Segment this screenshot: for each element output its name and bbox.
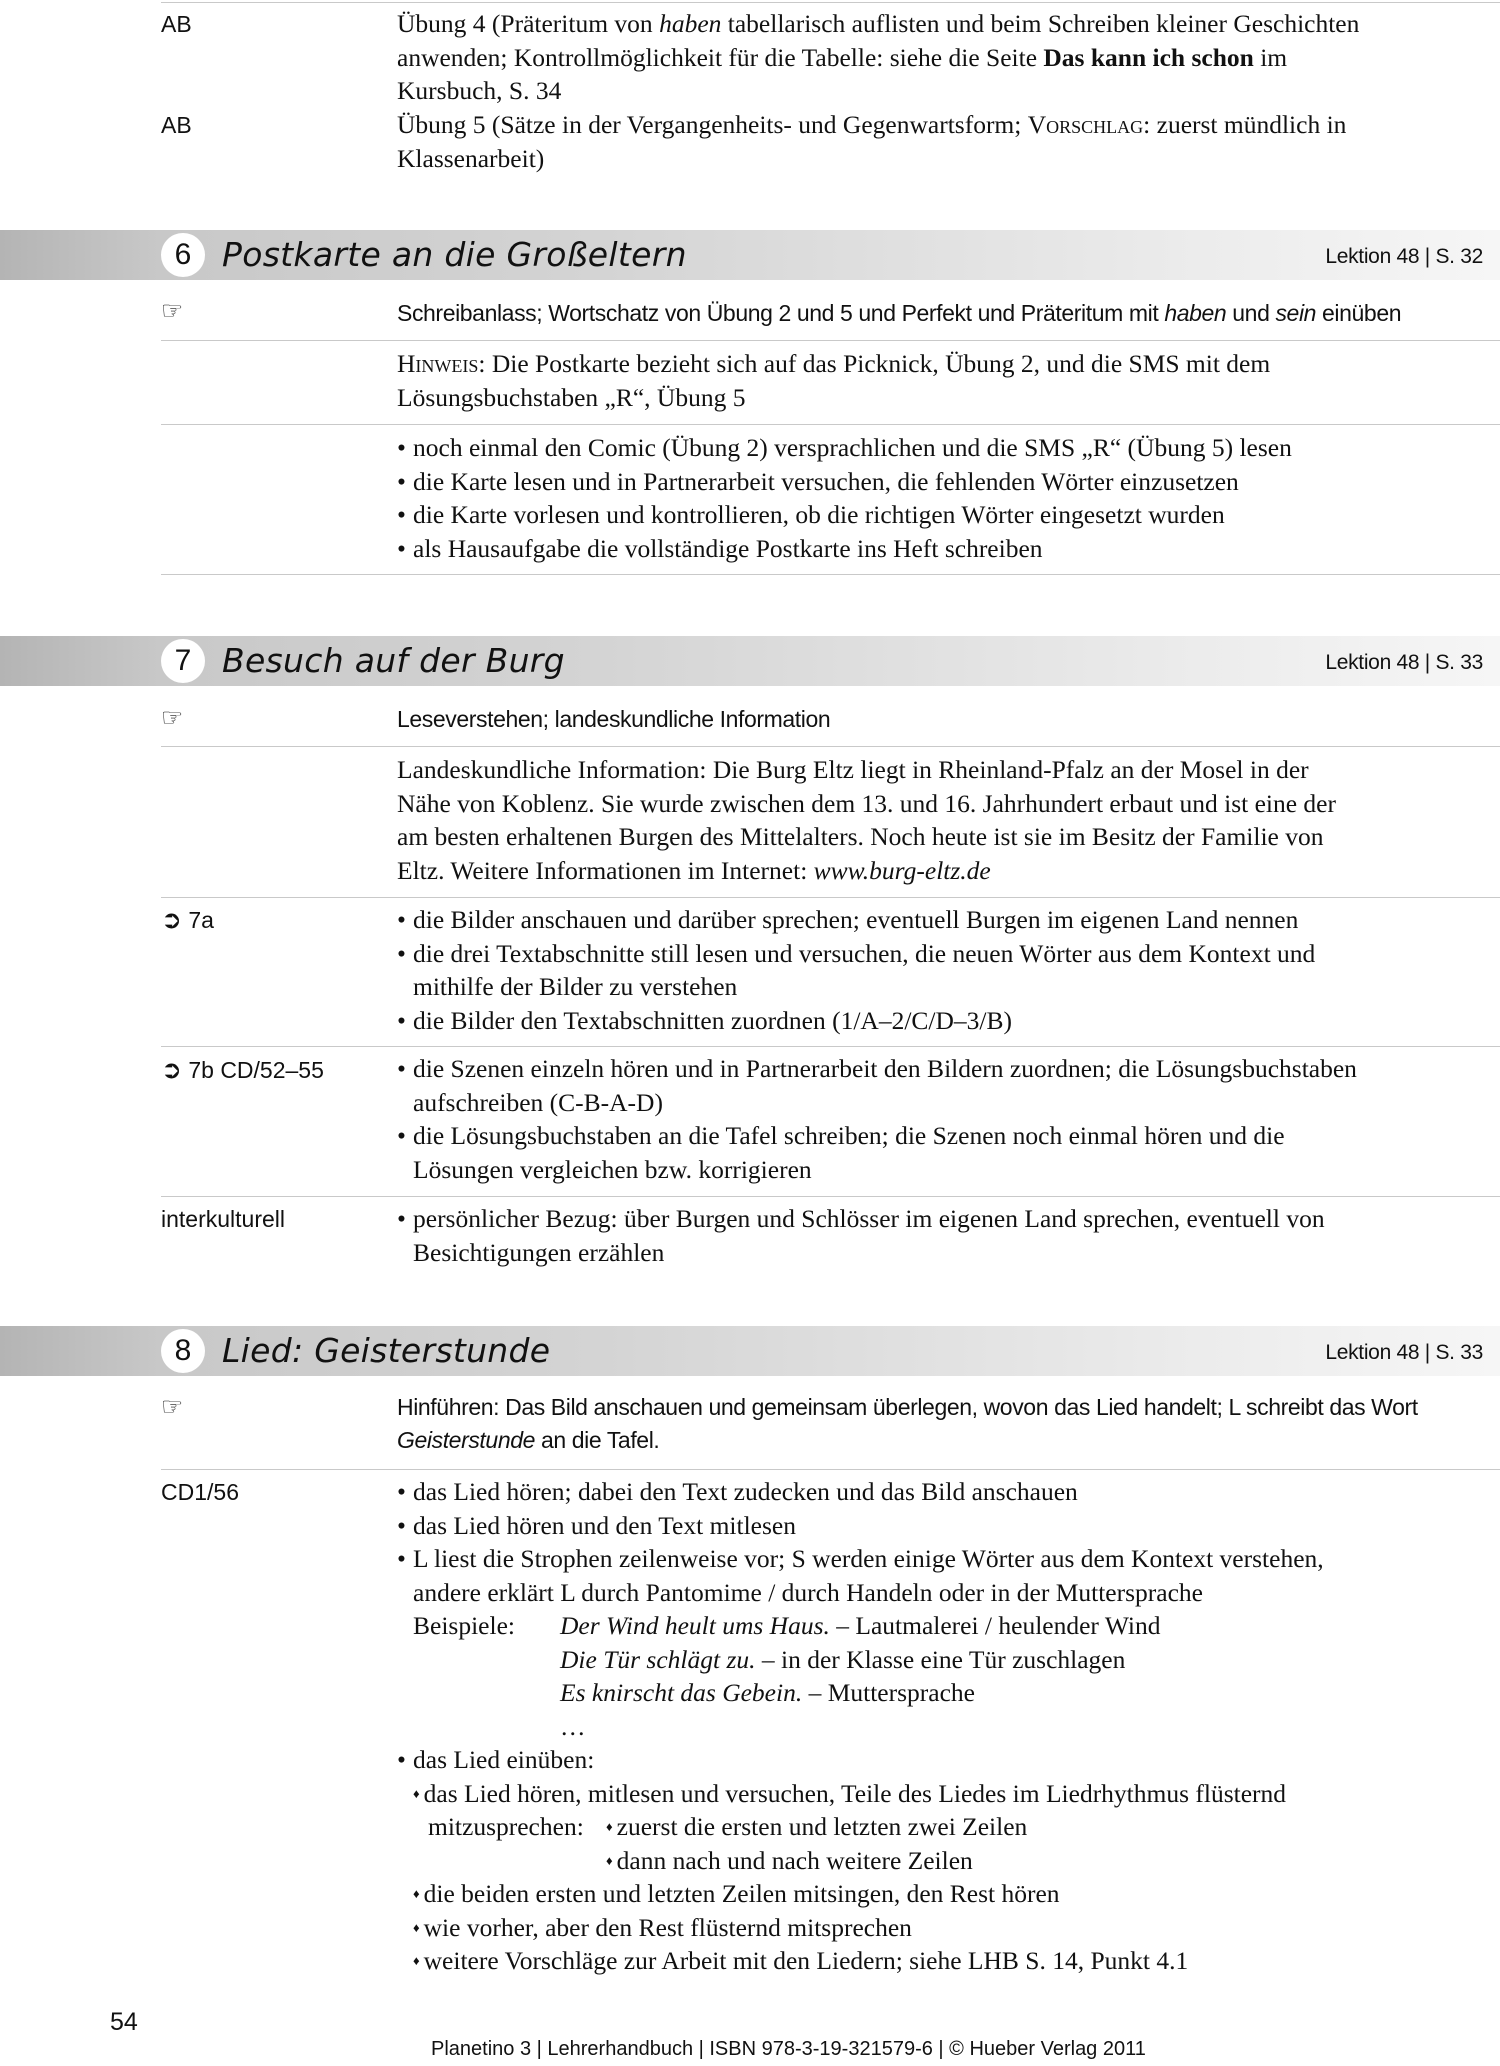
section-header-7 (0, 636, 1500, 686)
diamond-bullet-icon: ♦ (606, 1852, 613, 1868)
section-title: Besuch auf der Burg (222, 641, 565, 680)
intercultural-label: interkulturell (161, 1206, 285, 1232)
divider (161, 746, 1500, 747)
divider (161, 424, 1500, 425)
s6-hint: Hinweis: Die Postkarte bezieht sich auf das Picknick, Übung 2, und die SMS mit dem Lösungsbuchstaben „R“, Übung 5 (397, 349, 1271, 412)
section-header-8 (0, 1326, 1500, 1376)
section-header-6 (0, 230, 1500, 280)
s8-list: • das Lied hören; dabei den Text zudecken und das Bild anschauen • das Lied hören und den Text mitlesen • L liest die Strophen zeilenweise vor; S werden einige Wörter aus dem Kontext verstehen, andere erklärt L durch Pantomime / durch Handeln oder in der Muttersprache Beispiele: Der Wind heult ums Haus. – Lautmalerei / heulender Wind Die Tür schlägt zu. – in der Klasse eine Tür zuschlagen Es knirscht das Gebein. – Muttersprache … • das Lied einüben: ♦ das Lied hören, mitlesen und versuchen, Teile des Liedes im Liedrhythmus flüsternd mitzusprechen: ♦ zuerst die ersten und letzten zwei Zeilen ♦ dann nach und nach weitere Zeilen ♦ die beiden ersten und letzten Zeilen mitsingen, den Rest hören ♦ wie vorher, aber den Rest flüsternd mitsprechen ♦ weitere Vorschläge zur Arbeit mit den Liedern; siehe LHB S. 14, Punkt 4.1 (397, 1477, 1324, 1975)
arrow-right-icon: ➲ (161, 905, 182, 934)
ab-text-1: Übung 4 (Präteritum von haben tabellarisch auflisten und beim Schreiben kleiner Geschichten anwenden; Kontrollmöglichkeit für die Tabelle: siehe die Seite Das kann ich schon im Kursbuch, S. 34 (397, 9, 1360, 105)
section-reference: Lektion 48 | S. 33 (1325, 1341, 1483, 1364)
s6-bullet-list (397, 431, 1500, 565)
divider (161, 340, 1500, 341)
pointing-hand-icon: ☞ (161, 1392, 184, 1421)
top-rule (161, 2, 1500, 3)
section-title: Postkarte an die Großeltern (222, 235, 687, 274)
arrow-right-icon: ➲ (161, 1055, 182, 1084)
diamond-bullet-icon: ♦ (413, 1953, 420, 1968)
s7b-list: • die Szenen einzeln hören und in Partnerarbeit den Bildern zuordnen; die Lösungsbuchstaben aufschreiben (C-B-A-D) • die Lösungsbuchstaben an die Tafel schreiben; die Szenen noch einmal hören und die Lösungen vergleichen bzw. korrigieren (397, 1054, 1357, 1184)
s8-goal: Hinführen: Das Bild anschauen und gemeinsam überlegen, wovon das Lied handelt; L schreibt das Wort Geisterstunde an die Tafel. (397, 1394, 1418, 1453)
pointing-hand-icon: ☞ (161, 703, 184, 732)
diamond-bullet-icon: ♦ (606, 1819, 613, 1834)
divider (161, 1046, 1500, 1047)
s7-info: Landeskundliche Information: Die Burg Eltz liegt in Rheinland-Pfalz an der Mosel in der Nähe von Koblenz. Sie wurde zwischen dem 13. und 16. Jahrhundert erbaut und ist eine der am besten erhaltenen Burgen des Mittelalters. Noch heute ist sie im Besitz der Familie von Eltz. Weitere Informationen im Internet: www.burg-eltz.de (397, 755, 1336, 885)
diamond-bullet-icon: ♦ (413, 1886, 420, 1901)
s7a-label: ➲ 7a (161, 905, 214, 934)
divider (161, 897, 1500, 898)
section-number: 8 (161, 1329, 205, 1373)
divider (161, 1196, 1500, 1197)
section-number: 7 (161, 639, 205, 683)
s7b-label: ➲ 7b CD/52–55 (161, 1055, 324, 1084)
ab-text-2: Übung 5 (Sätze in der Vergangenheits- und Gegenwartsform; Vorschlag: zuerst mündlich in Klassenarbeit) (397, 110, 1347, 173)
s6-goal: Schreibanlass; Wortschatz von Übung 2 und 5 und Perfekt und Präteritum mit haben und sein einüben (397, 300, 1402, 326)
diamond-bullet-icon: ♦ (413, 1919, 420, 1935)
list-item: • die Karte lesen und in Partnerarbeit versuchen, die fehlenden Wörter einzusetzen (397, 466, 1239, 496)
section-reference: Lektion 48 | S. 33 (1325, 651, 1483, 674)
list-item: • noch einmal den Comic (Übung 2) versprachlichen und die SMS „R“ (Übung 5) lesen (397, 433, 1292, 462)
divider (161, 574, 1500, 575)
ab-label-1: AB (161, 11, 192, 37)
s7-goal: Leseverstehen; landeskundliche Information (397, 706, 831, 732)
ab-label-2: AB (161, 112, 192, 138)
s7a-list: • die Bilder anschauen und darüber sprechen; eventuell Burgen im eigenen Land nennen • die drei Textabschnitte still lesen und versuchen, die neuen Wörter aus dem Kontext und mithilfe der Bilder zu verstehen • die Bilder den Textabschnitten zuordnen (1/A–2/C/D–3/B) (397, 905, 1316, 1035)
cd-label: CD1/56 (161, 1479, 239, 1505)
pointing-hand-icon: ☞ (161, 296, 184, 325)
list-item: • als Hausaufgabe die vollständige Postkarte ins Heft schreiben (397, 533, 1043, 563)
section-reference: Lektion 48 | S. 32 (1325, 245, 1483, 268)
footer-imprint: Planetino 3 | Lehrerhandbuch | ISBN 978-3-19-321579-6 | © Hueber Verlag 2011 (431, 2038, 1146, 2060)
list-item: • die Karte vorlesen und kontrollieren, ob die richtigen Wörter eingesetzt wurden (397, 500, 1225, 529)
section-title: Lied: Geisterstunde (222, 1331, 551, 1370)
divider (161, 1469, 1500, 1470)
page-number: 54 (110, 2008, 138, 2036)
section-number: 6 (161, 233, 205, 277)
intercultural-text: • persönlicher Bezug: über Burgen und Schlösser im eigenen Land sprechen, eventuell von Besichtigungen erzählen (397, 1204, 1325, 1267)
diamond-bullet-icon: ♦ (413, 1785, 420, 1801)
